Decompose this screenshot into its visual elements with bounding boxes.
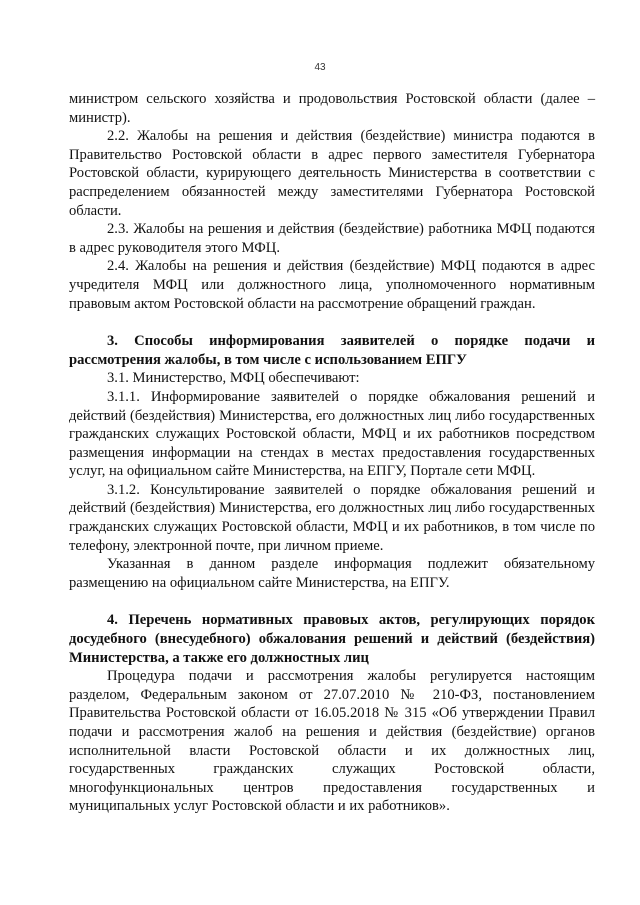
section-3-heading: 3. Способы информирования заявителей о порядке подачи и рассмотрения жалобы, в том числе с использованием ЕПГУ xyxy=(69,333,595,368)
paragraph-2-4: 2.4. Жалобы на решения и действия (бездействие) МФЦ подаются в адрес учредителя МФЦ или должностного лица, уполномоченного нормативным правовым актом Ростовской области на рассмотрение обращений граждан. xyxy=(69,258,595,312)
paragraph-3-1-1: 3.1.1. Информирование заявителей о порядке обжалования решений и действий (бездействия) Министерства, его должностных лиц либо государственных гражданских служащих Ростовской области, МФЦ и их работников посредством размещения информации на стендах в местах предоставления государственных услуг, на официальном сайте Министерства, на ЕПГУ, Портале сети МФЦ. xyxy=(69,388,595,480)
paragraph-minister-continuation: министром сельского хозяйства и продовольствия Ростовской области (далее – министр). xyxy=(69,91,595,126)
spacer xyxy=(69,592,595,611)
paragraph-section-4-procedure: Процедура подачи и рассмотрения жалобы регулируется настоящим разделом, Федеральным законом от 27.07.2010 № 210-ФЗ, постановлением Правительства Ростовской области от 16.05.2018 № 315 «Об утверждении Правил подачи и рассмотрения жалоб на решения и действия (бездействие) органов исполнительной власти Ростовской области и их должностных лиц, государственных гражданских служащих Ростовской области, многофункциональных центров предоставления государственных и муниципальных услуг Ростовской области и их работников». xyxy=(69,668,595,815)
page-number: 43 xyxy=(314,62,326,73)
paragraph-section-3-note: Указанная в данном разделе информация подлежит обязательному размещению на официальном сайте Министерства, на ЕПГУ. xyxy=(69,556,595,591)
document-body xyxy=(69,90,595,816)
paragraph-3-1-2: 3.1.2. Консультирование заявителей о порядке обжалования решений и действий (бездействия) Министерства, его должностных лиц либо государственных гражданских служащих Ростовской области, МФЦ и их работников, в том числе по телефону, электронной почте, при личном приеме. xyxy=(69,481,595,554)
section-4-heading: 4. Перечень нормативных правовых актов, регулирующих порядок досудебного (внесудебного) обжалования решений и действий (бездействия) Министерства, а также его должностных лиц xyxy=(69,612,595,666)
paragraph-2-2: 2.2. Жалобы на решения и действия (бездействие) министра подаются в Правительство Ростовской области в адрес первого заместителя Губернатора Ростовской области, курирующего деятельность Министерства в соответствии с распределением обязанностей между заместителями Губернатора Ростовской области. xyxy=(69,128,595,219)
paragraph-2-3: 2.3. Жалобы на решения и действия (бездействие) работника МФЦ подаются в адрес руководителя этого МФЦ. xyxy=(69,221,595,256)
paragraph-3-1: 3.1. Министерство, МФЦ обеспечивают: xyxy=(107,370,360,387)
spacer xyxy=(69,313,595,332)
